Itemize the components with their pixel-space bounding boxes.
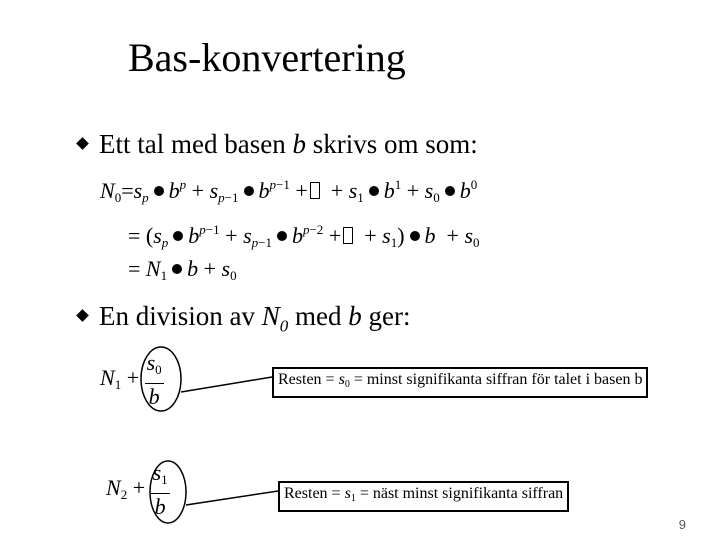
annotation-2-var: s [344,485,351,502]
remainder-annotation-2 [278,481,569,512]
bullet-2-var2: b [348,301,362,331]
equation-line-1: $N_0=s_p$ $b^p + s_{p-1}$ $b^{p-1}$ + + $s_1$ $b^1 + s_0$ $b^0$ [100,177,478,205]
bullet-2-suffix: ger: [361,301,411,331]
remainder-ellipse-2 [150,461,186,523]
remainder-ellipse-1 [141,347,181,411]
division-formula-2: $N_2$ + $\frac{s_1}{b}$ [106,460,168,519]
annotation-1-prefix: Resten = [278,371,339,388]
division-formula-1: $N_1$ + $\frac{s_0}{b}$ [100,350,162,409]
slide-title: Bas-konvertering [128,35,406,80]
annotation-1-suffix: = minst signifikanta siffran för talet i basen b [349,371,643,388]
bullet-2-sub: 0 [279,316,289,336]
page-number: 9 [678,517,686,532]
bullet-2-prefix: En division av [99,301,262,331]
bullet-1-var: b [292,129,306,159]
equation-line-3: = $N_1$ $b + s_0$ [128,256,237,283]
connector-line-1 [181,377,272,392]
annotation-2-suffix: = näst minst signifikanta siffran [355,485,564,502]
connector-line-2 [186,491,278,505]
annotation-1-sub: 0 [344,379,350,390]
annotation-2-prefix: Resten = [284,485,345,502]
annotation-1-var: s [338,371,345,388]
remainder-annotation-1 [272,367,648,398]
annotation-2-sub: 1 [350,493,356,504]
bullet-2-var: N [261,301,280,331]
equation-line-2: = ($s_p$ $b^{p-1} + s_{p-1}$ $b^{p-2}$ + + $s_1$) $b + s_0$ [128,222,480,250]
bullet-2-middle: med [288,301,349,331]
bullet-1-prefix: Ett tal med basen [99,129,293,159]
bullet-1-suffix: skrivs om som: [305,129,478,159]
